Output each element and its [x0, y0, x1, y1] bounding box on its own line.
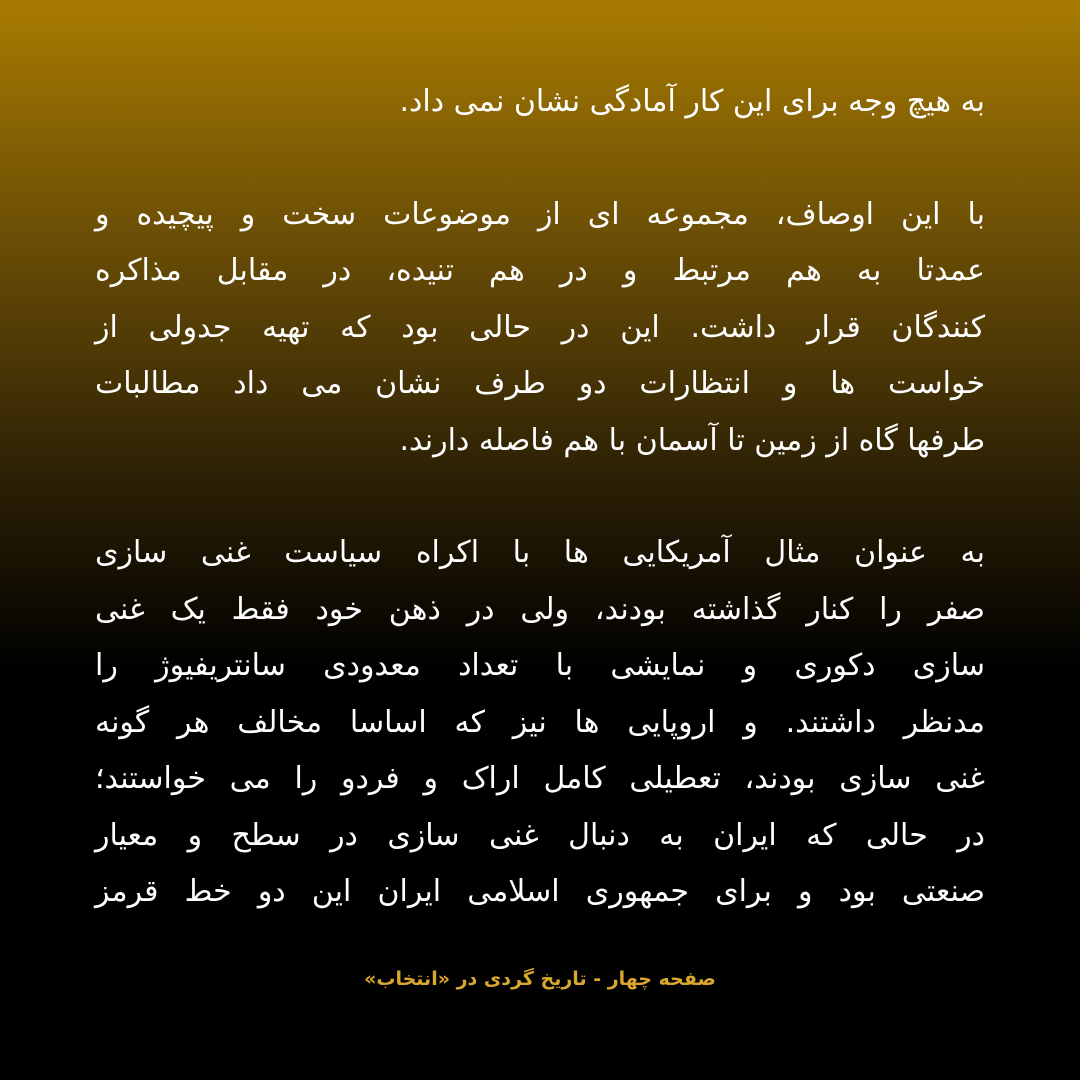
- text-line: عمدتا به هم مرتبط و در هم تنیده، در مقابل مذاکره: [95, 253, 985, 288]
- text-line: غنی سازی بودند، تعطیلی کامل اراک و فردو را می خواستند؛: [95, 761, 985, 796]
- paragraph-2: [95, 187, 985, 470]
- text-line: صفر را کنار گذاشته بودند، ولی در ذهن خود فقط یک غنی: [95, 591, 985, 627]
- page-footer-caption: صفحه چهار - تاریخ گردی در «انتخاب»: [364, 968, 716, 990]
- text-line: در حالی که ایران به دنبال غنی سازی در سطح و معیار: [95, 817, 985, 853]
- paragraph-gap: [95, 469, 985, 525]
- text-line: مدنظر داشتند. و اروپایی ها نیز که اساسا مخالف هر گونه: [95, 704, 985, 740]
- text-line: سازی دکوری و نمایشی با تعداد معدودی سانتریفیوژ را: [95, 648, 985, 683]
- text-line: صنعتی بود و برای جمهوری اسلامی ایران این دو خط قرمز: [95, 874, 985, 909]
- article-body: [95, 74, 985, 921]
- text-line: کنندگان قرار داشت. این در حالی بود که تهیه جدولی از: [95, 309, 985, 345]
- text-line: به هیچ وجه برای این کار آمادگی نشان نمی داد.: [399, 84, 985, 119]
- text-line: با این اوصاف، مجموعه ای از موضوعات سخت و پیچیده و: [95, 196, 985, 232]
- text-line: خواست ها و انتظارات دو طرف نشان می داد مطالبات: [95, 366, 985, 401]
- text-line: طرفها گاه از زمین تا آسمان با هم فاصله دارند.: [399, 422, 985, 458]
- paragraph-gap: [95, 131, 985, 187]
- text-line: به عنوان مثال آمریکایی ها با اکراه سیاست غنی سازی: [95, 535, 985, 570]
- paragraph-3: [95, 525, 985, 921]
- paragraph-1: [95, 74, 985, 131]
